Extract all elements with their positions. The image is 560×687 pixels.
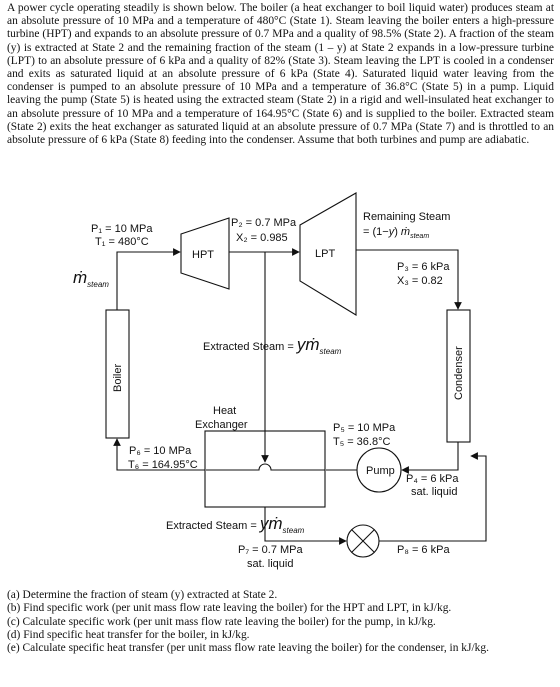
question-b: (b) Find specific work (per unit mass flow rate leaving the boiler) for the HPT and LPT, in kJ/kg. xyxy=(7,602,452,615)
question-e: (e) Calculate specific heat transfer (per unit mass flow rate leaving the boiler) for the condenser, in kJ/kg. xyxy=(7,642,489,655)
extracted-steam-label: Extracted Steam = yṁ$_{steam}$ xyxy=(203,335,342,356)
state2-quality: X₂ = 0.985 xyxy=(236,232,288,244)
hx-label-line2: Exchanger xyxy=(195,419,248,431)
condenser-label: Condenser xyxy=(453,346,465,400)
remaining-steam-expr: = (1−y) ṁ$_{steam}$ xyxy=(363,226,430,240)
state7-quality: sat. liquid xyxy=(247,558,294,570)
problem-statement: A power cycle operating steadily is shown below. The boiler (a heat exchanger to boil liquid water) produces steam at an absolute pressure of 10 MPa and a temperature of 480°C (State 1). Steam leaving the boiler enters a high-pressure turbine (HPT) and expands to an absolute pressure of 0.7 MPa and a quality of 98.5% (State 2). A fraction of the steam (y) is extracted at State 2 and the remaining fraction of the steam (1 – y) at State 2 expands in a low-pressure turbine (LPT) to an absolute pressure of 6 kPa and a quality of 82% (State 3). Steam leaving the LPT is cooled in a condenser and exits as saturated liquid at an absolute pressure of 6 kPa (State 4). Saturated liquid water leaving from the condenser is pumped to an absolute pressure of 10 MPa and a temperature of 36.8°C (State 5) in a pump. Liquid leaving the pump (State 5) is heated using the extracted steam (State 2) in a rigid and well-insulated heat exchanger to an absolute pressure of 10 MPa and a temperature of 164.95°C (State 6) and is supplied to the boiler. Extracted steam (State 2) exits the heat exchanger as saturated liquid at an absolute pressure of 0.7 MPa (State 7) and is throttled to an absolute pressure of 6 kPa (State 8) feeding into the condenser. Assume that both turbines and pump are adiabatic. xyxy=(7,2,554,147)
state7-pressure: P₇ = 0.7 MPa xyxy=(238,544,303,556)
state6-temperature: T₆ = 164.95°C xyxy=(128,459,198,471)
lpt-label: LPT xyxy=(315,248,336,260)
hx-label-line1: Heat xyxy=(213,405,237,417)
state3-quality: X₃ = 0.82 xyxy=(397,275,443,287)
boiler-label: Boiler xyxy=(112,363,124,392)
question-list xyxy=(7,589,554,655)
state3-pressure: P₃ = 6 kPa xyxy=(397,261,450,273)
state5-temperature: T₅ = 36.8°C xyxy=(333,436,391,448)
state4-pressure: P₄ = 6 kPa xyxy=(406,473,459,485)
line-condenser-to-pump xyxy=(402,442,458,470)
question-c: (c) Calculate specific work (per unit mass flow rate leaving the boiler) for the pump, in kJ/kg. xyxy=(7,615,436,628)
state1-temperature: T₁ = 480°C xyxy=(95,236,149,248)
extracted-steam-lower-label: Extracted Steam = yṁ$_{steam}$ xyxy=(166,514,305,535)
mdot-label: ṁ$_{steam}$ xyxy=(73,268,109,289)
hpt-label: HPT xyxy=(192,249,214,261)
state5-pressure: P₅ = 10 MPa xyxy=(333,422,396,434)
line-boiler-to-hpt xyxy=(117,252,180,310)
state1-pressure: P₁ = 10 MPa xyxy=(91,223,153,235)
remaining-steam-title: Remaining Steam xyxy=(363,211,451,223)
pump-label: Pump xyxy=(366,465,395,477)
state8-pressure: P₈ = 6 kPa xyxy=(397,544,450,556)
question-d: (d) Find specific heat transfer for the boiler, in kJ/kg. xyxy=(7,628,250,641)
question-a: (a) Determine the fraction of steam (y) extracted at State 2. xyxy=(7,589,278,601)
state6-pressure: P₆ = 10 MPa xyxy=(129,445,192,457)
state4-quality: sat. liquid xyxy=(411,486,458,498)
state2-pressure: P₂ = 0.7 MPa xyxy=(231,217,297,229)
